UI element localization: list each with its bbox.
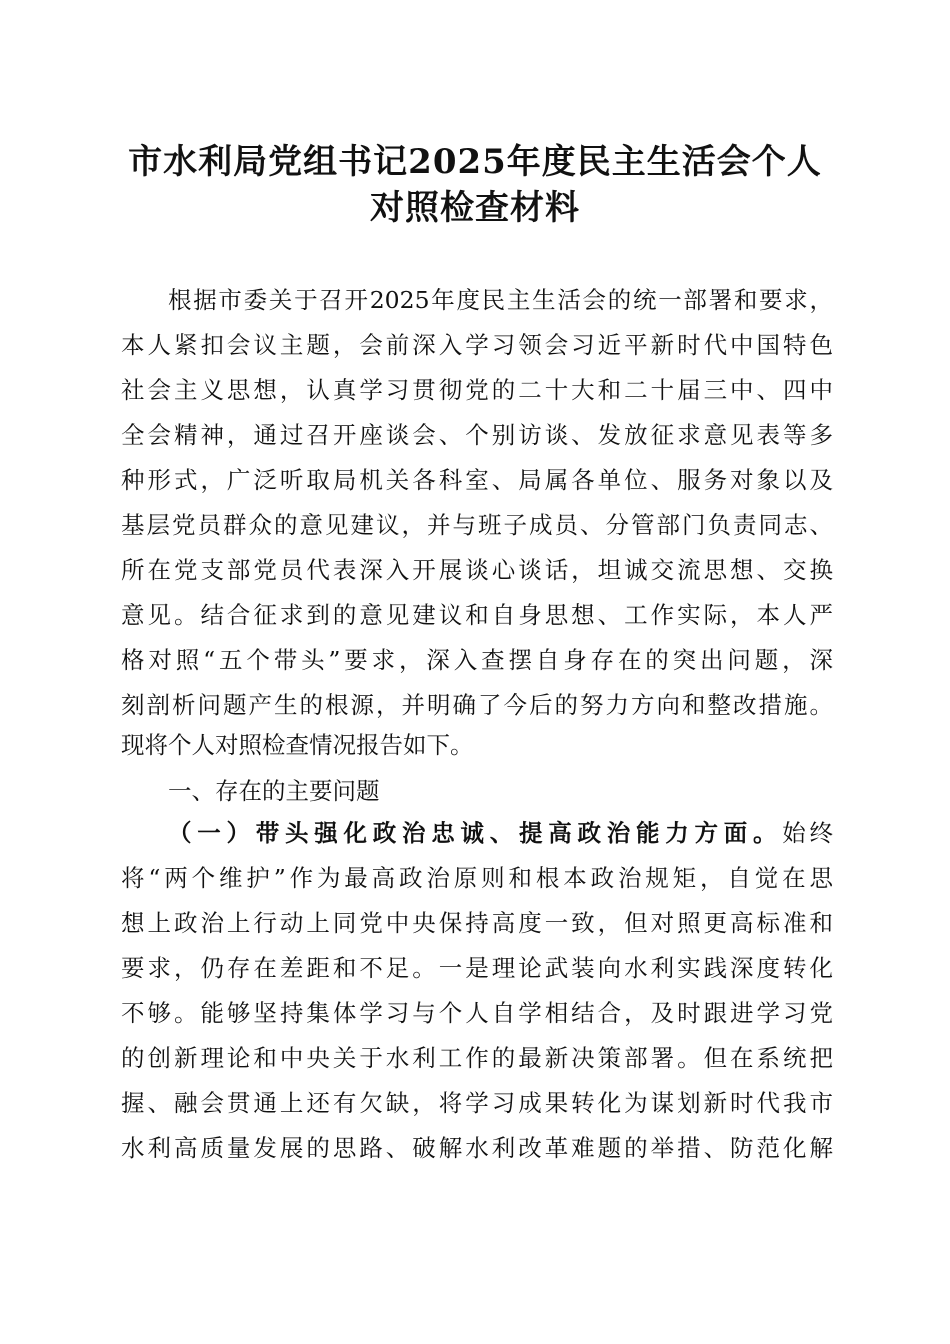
body-paragraph-line: 水利高质量发展的思路、破解水利改革难题的举措、防范化解 [121, 1134, 833, 1162]
intro-paragraph-line: 格对照“五个带头”要求，深入查摆自身存在的突出问题，深 [121, 646, 833, 674]
subsection-lead: （一）带头强化政治忠诚、提高政治能力方面。 [168, 819, 783, 847]
intro-paragraph-line: 根据市委关于召开2025年度民主生活会的统一部署和要求， [168, 286, 833, 314]
section-heading: 一、存在的主要问题 [168, 777, 380, 805]
body-paragraph-line: 握、融会贯通上还有欠缺，将学习成果转化为谋划新时代我市 [121, 1089, 833, 1117]
subsection-first-line-rest: 始终 [782, 819, 833, 847]
intro-paragraph-line: 刻剖析问题产生的根源，并明确了今后的努力方向和整改措施。 [121, 691, 833, 719]
intro-paragraph-line: 所在党支部党员代表深入开展谈心谈话，坦诚交流思想、交换 [121, 556, 833, 584]
intro-paragraph-line: 种形式，广泛听取局机关各科室、局属各单位、服务对象以及 [121, 466, 833, 494]
body-paragraph-line: 不够。能够坚持集体学习与个人自学相结合，及时跟进学习党 [121, 999, 833, 1027]
body-paragraph-line: 的创新理论和中央关于水利工作的最新决策部署。但在系统把 [121, 1044, 833, 1072]
intro-paragraph-line: 基层党员群众的意见建议，并与班子成员、分管部门负责同志、 [121, 511, 833, 539]
body-paragraph-line: 要求，仍存在差距和不足。一是理论武装向水利实践深度转化 [121, 954, 833, 982]
body-paragraph-line: 想上政治上行动上同党中央保持高度一致，但对照更高标准和 [121, 909, 833, 937]
intro-paragraph-line: 全会精神，通过召开座谈会、个别访谈、发放征求意见表等多 [121, 421, 833, 449]
intro-paragraph-line: 意见。结合征求到的意见建议和自身思想、工作实际，本人严 [121, 601, 833, 629]
intro-paragraph-line: 现将个人对照检查情况报告如下。 [121, 731, 474, 759]
body-paragraph-line: 将“两个维护”作为最高政治原则和根本政治规矩，自觉在思 [121, 864, 833, 892]
subsection-first-line [168, 810, 833, 856]
document-title-line-1: 市水利局党组书记2025年度民主生活会个人 [128, 142, 822, 182]
document-title-line-2: 对照检查材料 [370, 188, 580, 228]
intro-paragraph-line: 社会主义思想，认真学习贯彻党的二十大和二十届三中、四中 [121, 376, 833, 404]
intro-paragraph-line: 本人紧扣会议主题，会前深入学习领会习近平新时代中国特色 [121, 331, 833, 359]
